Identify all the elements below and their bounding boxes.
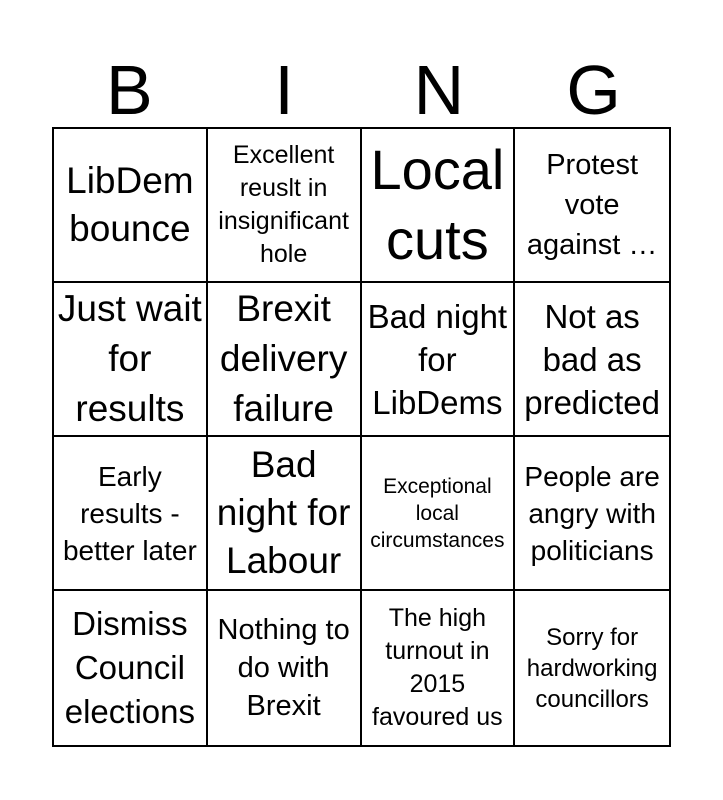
- cell-text: Dismiss Council elections: [64, 605, 195, 730]
- header-letter-i: I: [274, 51, 294, 129]
- bingo-cell[interactable]: [208, 437, 362, 591]
- bingo-cell[interactable]: [54, 129, 208, 283]
- header-letter-b: B: [106, 51, 153, 129]
- cell-text: Exceptional local circumstances: [370, 474, 505, 552]
- bingo-cell[interactable]: [362, 437, 516, 591]
- bingo-cell[interactable]: [362, 283, 516, 437]
- cell-text: Not as bad as predicted: [524, 297, 660, 421]
- cell-text: The high turnout in 2015 favoured us: [372, 604, 503, 731]
- header-letter-g: G: [566, 51, 621, 129]
- cell-text: Early results - better later: [62, 460, 197, 566]
- bingo-cell[interactable]: [515, 129, 669, 283]
- cell-text: Local cuts: [370, 138, 505, 271]
- cell-text: People are angry with politicians: [524, 460, 660, 566]
- cell-text: LibDem bounce: [66, 160, 194, 249]
- bingo-cell[interactable]: [208, 283, 362, 437]
- cell-text: Nothing to do with Brexit: [217, 614, 350, 722]
- cell-text: Just wait for results: [57, 288, 202, 429]
- cell-text: Protest vote against …: [526, 149, 658, 261]
- cell-text: Brexit delivery failure: [219, 288, 348, 429]
- bingo-cell[interactable]: [54, 437, 208, 591]
- bingo-board: [52, 127, 671, 747]
- bingo-cell[interactable]: [54, 283, 208, 437]
- bingo-cell[interactable]: [515, 283, 669, 437]
- header-letter-n: N: [413, 51, 465, 129]
- bingo-cell[interactable]: [208, 129, 362, 283]
- cell-text: Bad night for LibDems: [367, 297, 508, 421]
- bingo-cell[interactable]: [515, 437, 669, 591]
- bingo-cell[interactable]: [208, 591, 362, 745]
- bingo-cell[interactable]: [54, 591, 208, 745]
- cell-text: Excellent reuslt in insignificant hole: [218, 141, 349, 268]
- bingo-header: [52, 52, 671, 128]
- cell-text: Bad night for Labour: [216, 444, 351, 581]
- bingo-cell[interactable]: [362, 129, 516, 283]
- bingo-cell[interactable]: [515, 591, 669, 745]
- cell-text: Sorry for hardworking councillors: [526, 623, 658, 713]
- bingo-cell[interactable]: [362, 591, 516, 745]
